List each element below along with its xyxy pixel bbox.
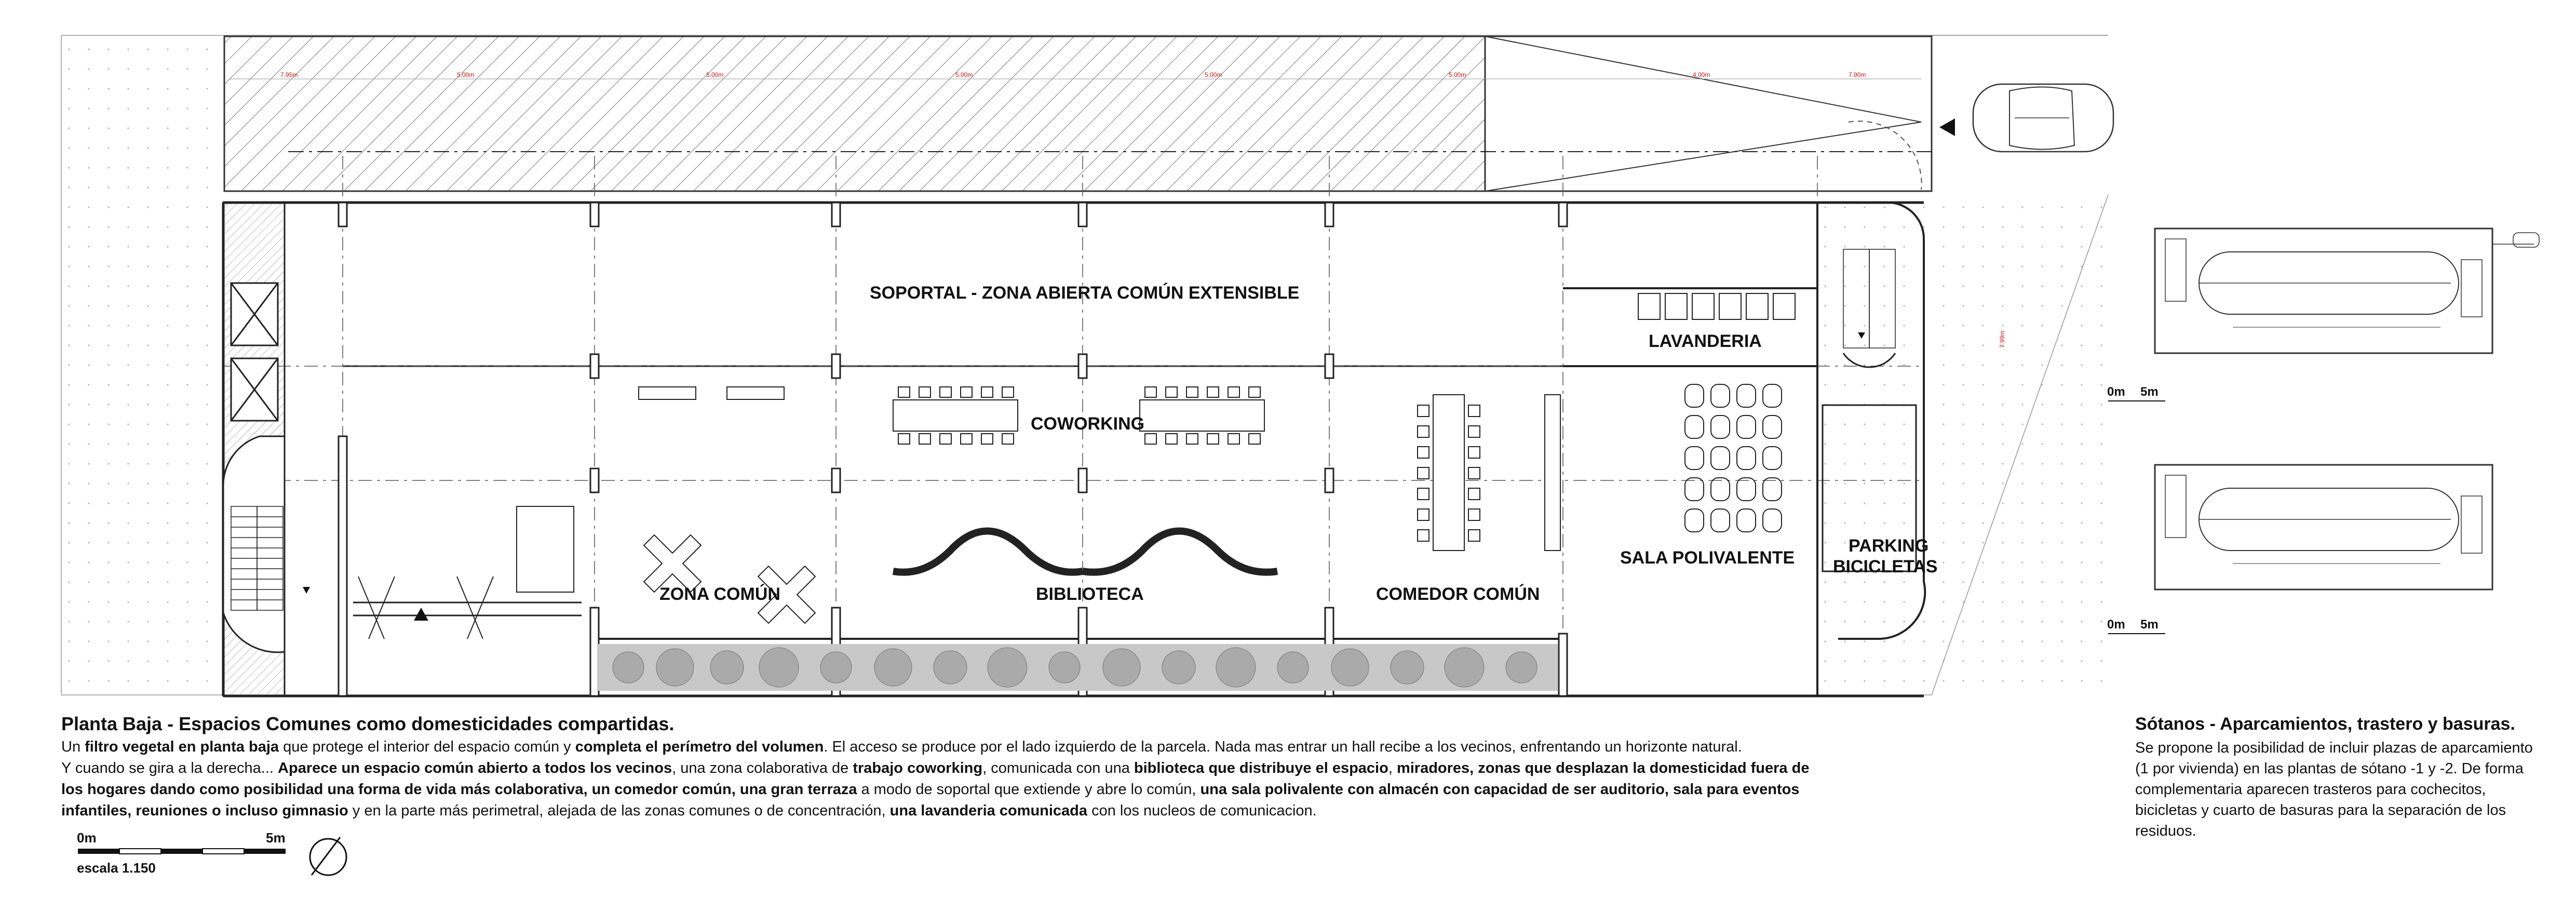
dim-label-3: 5.00m — [706, 71, 724, 78]
entrance-arrow-icon — [414, 608, 428, 621]
site-dotted-left — [61, 35, 222, 695]
basement1-scale-start: 0m — [2107, 385, 2125, 399]
scale-bar — [77, 830, 286, 876]
basement-scale-2 — [2107, 618, 2165, 634]
basement1-scale-end: 5m — [2140, 385, 2159, 399]
entrance-hall — [353, 506, 582, 639]
room-label-comedor: COMEDOR COMÚN — [1376, 584, 1540, 604]
description-line-4: infantiles, reuniones o incluso gimnasio y en la parte más perimetral, alejada de las zonas comunes o de concentración, una lavanderia comunicada con los nucleos de comunicacion. — [61, 802, 1317, 819]
basement-title: Sótanos - Aparcamientos, trastero y basuras. — [2135, 714, 2515, 734]
room-label-coworking: COWORKING — [1031, 414, 1145, 434]
planting-strip — [597, 644, 1558, 691]
basement-body: Se propone la posibilidad de incluir plazas de aparcamiento (1 por vivienda) en las plantas de sótano -1 y -2. De forma complementaria aparecen trasteros para cochecitos, bicicletas y cuarto de basuras para la separación de los residuos. — [2135, 740, 2533, 839]
room-label-parking: PARKING — [1849, 536, 1929, 556]
description-line-3: los hogares dando como posibilidad una forma de vida más colaborativa, un comedor común, una gran terraza a modo de soportal que extiende y abre lo común, una sala polivalente con almacén con capacidad de ser auditorio, sala para eventos — [61, 781, 1800, 798]
dim-label-1: 7.95m — [280, 71, 298, 78]
description-line-1: Un filtro vegetal en planta baja que protege el interior del espacio común y completa el perímetro del volumen. El acceso se produce por el lado izquierdo de la parcela. Nada mas entrar un hall recibe a los vecinos, enfrentando un horizonte natural. — [61, 739, 1742, 755]
comedor-table — [1418, 395, 1560, 551]
left-core — [223, 203, 285, 696]
basement-scale-1 — [2107, 385, 2165, 401]
driveway-ramp — [1485, 36, 1932, 191]
north-arrow-icon — [310, 837, 346, 875]
dim-label-9: 7.99m — [1999, 330, 2006, 348]
entry-arrow-icon — [1939, 118, 1955, 136]
basement2-scale-start: 0m — [2107, 618, 2125, 632]
hatched-adjacent-area — [224, 36, 1485, 191]
basement-plan-2 — [2155, 465, 2492, 589]
basement-description — [2135, 713, 2540, 841]
car-icon — [1973, 84, 2113, 152]
ground-floor-description — [61, 713, 1951, 822]
site-dotted-right — [1817, 195, 2108, 696]
dim-label-6: 5.00m — [1449, 71, 1466, 78]
description-line-2: Y cuando se gira a la derecha... Aparece un espacio común abierto a todos los vecinos, una zona colaborativa de trabajo coworking, comunicada con una biblioteca que distribuye el espacio, miradores, zonas que desplazan la domesticidad fuera de — [61, 760, 1810, 776]
scale-end: 5m — [266, 830, 286, 846]
room-label-zona-comun: ZONA COMÚN — [659, 584, 780, 604]
dim-label-5: 5.00m — [1205, 71, 1222, 78]
ground-floor-title: Planta Baja - Espacios Comunes como domesticidades compartidas. — [61, 713, 675, 734]
stair-arrow-icon — [303, 587, 310, 594]
room-label-soportal: SOPORTAL - ZONA ABIERTA COMÚN EXTENSIBLE — [870, 283, 1300, 303]
basement2-scale-end: 5m — [2140, 618, 2159, 632]
scale-start: 0m — [77, 830, 97, 846]
scale-caption: escala 1.150 — [77, 860, 156, 876]
biblioteca-shelving — [893, 531, 1277, 572]
room-label-bicicletas: BICICLETAS — [1833, 557, 1938, 577]
room-label-lavanderia: LAVANDERIA — [1649, 331, 1762, 351]
room-label-sala-polivalente: SALA POLIVALENTE — [1620, 548, 1795, 568]
structural-columns — [339, 203, 1567, 696]
dim-label-7: 4.00m — [1693, 71, 1710, 78]
dim-label-2: 5.00m — [457, 71, 475, 78]
room-label-biblioteca: BIBLIOTECA — [1036, 584, 1144, 604]
dim-label-8: 7.90m — [1849, 71, 1866, 78]
dim-label-4: 5.00m — [955, 71, 973, 78]
basement-plan-1 — [2155, 229, 2539, 353]
